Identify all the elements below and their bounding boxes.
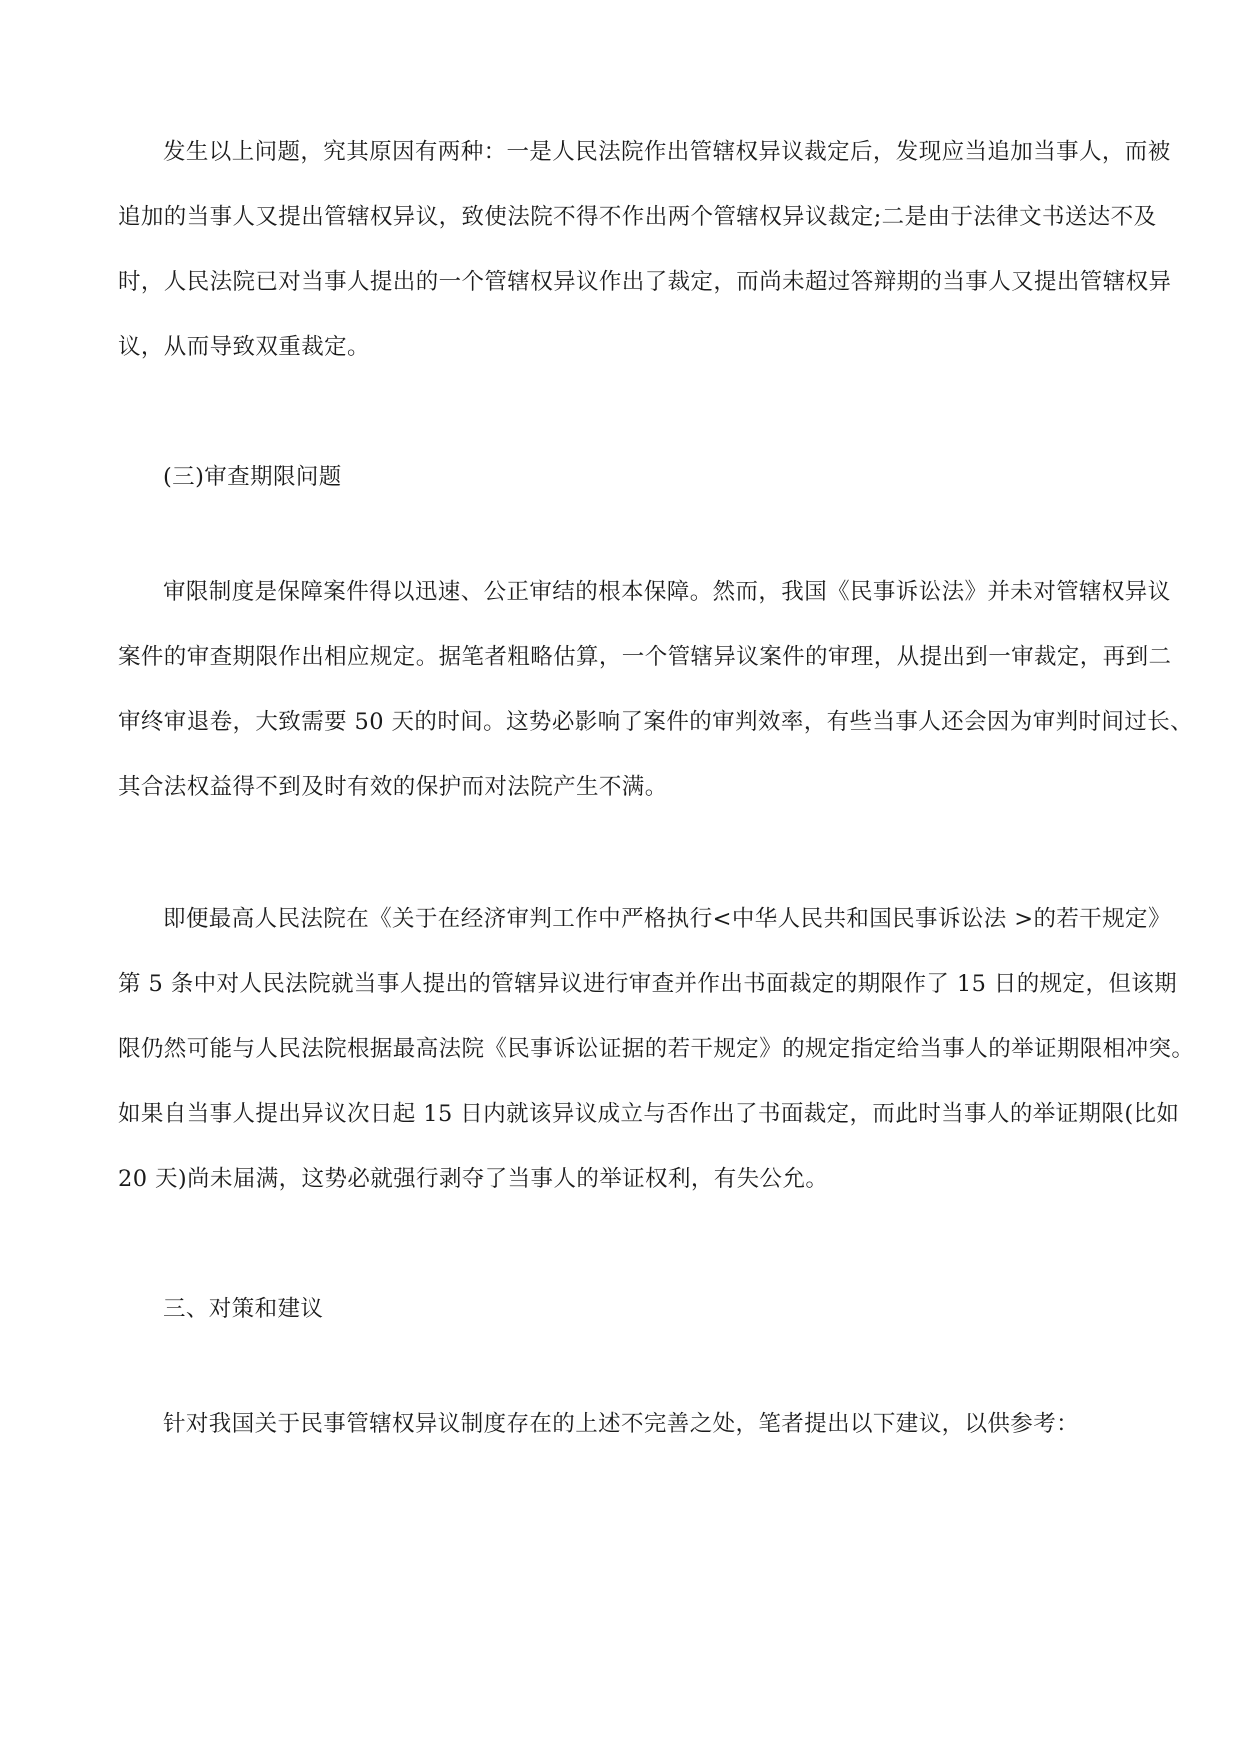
- text-line: 审终审退卷，大致需要 50 天的时间。这势必影响了案件的审判效率，有些当事人还会因为审判时间过长、: [118, 709, 1194, 735]
- text-line: 追加的当事人又提出管辖权异议，致使法院不得不作出两个管辖权异议裁定;二是由于法律文书送达不及: [118, 204, 1157, 230]
- paragraph-causes: [118, 120, 1172, 380]
- text-line: 案件的审查期限作出相应规定。据笔者粗略估算，一个管辖异议案件的审理，从提出到一审裁定，再到二: [118, 644, 1172, 670]
- text-line: 发生以上问题，究其原因有两种：一是人民法院作出管辖权异议裁定后，发现应当追加当事人，而被: [163, 139, 1171, 165]
- text-line: 审限制度是保障案件得以迅速、公正审结的根本保障。然而，我国《民事诉讼法》并未对管辖权异议: [163, 579, 1171, 605]
- text-line: 议，从而导致双重裁定。: [118, 334, 370, 360]
- text-line: 其合法权益得不到及时有效的保护而对法院产生不满。: [118, 774, 668, 800]
- text-line: 如果自当事人提出异议次日起 15 日内就该异议成立与否作出了书面裁定，而此时当事人的举证期限(比如: [118, 1101, 1180, 1127]
- paragraph-suggestions-intro: [118, 1392, 1123, 1457]
- paragraph-review-limit: [118, 560, 1194, 820]
- text-line: 限仍然可能与人民法院根据最高法院《民事诉讼证据的若干规定》的规定指定给当事人的举证期限相冲突。: [118, 1036, 1195, 1062]
- text-line: 针对我国关于民事管辖权异议制度存在的上述不完善之处，笔者提出以下建议，以供参考：: [163, 1411, 1080, 1437]
- heading-text: 三、对策和建议: [163, 1296, 324, 1322]
- text-line: 即便最高人民法院在《关于在经济审判工作中严格执行<中华人民共和国民事诉讼法 >的若干规定》: [163, 906, 1171, 932]
- paragraph-supreme-court-rules: [118, 887, 1195, 1212]
- section-heading-countermeasures: [118, 1277, 1123, 1342]
- heading-text: (三)审查期限问题: [163, 464, 342, 490]
- section-heading-review-period: [118, 445, 1123, 510]
- text-line: 第 5 条中对人民法院就当事人提出的管辖异议进行审查并作出书面裁定的期限作了 15 日的规定，但该期: [118, 971, 1178, 997]
- text-line: 时，人民法院已对当事人提出的一个管辖权异议作出了裁定，而尚未超过答辩期的当事人又提出管辖权异: [118, 269, 1172, 295]
- text-line: 20 天)尚未届满，这势必就强行剥夺了当事人的举证权利，有失公允。: [118, 1166, 829, 1192]
